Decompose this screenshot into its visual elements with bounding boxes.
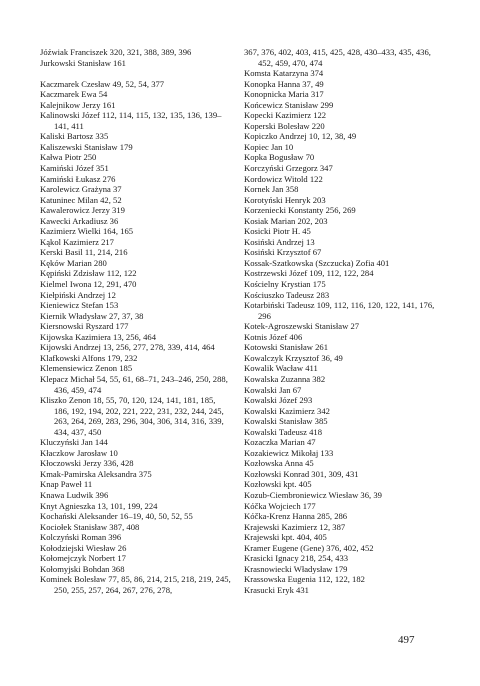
page-number: 497	[398, 634, 415, 646]
index-entry: Kiersnowski Ryszard 177	[40, 321, 129, 332]
index-entry: Kamiński Łukasz 276	[40, 173, 116, 184]
index-entry: Kozub-Ciembroniewicz Wiesław 36, 39	[244, 489, 382, 500]
index-entry: Kluczyński Jan 144	[40, 437, 108, 448]
index-entry: Kopka Bogusław 70	[244, 152, 315, 163]
index-entry: Kłaczkow Jarosław 10	[40, 447, 118, 458]
index-entry: Krajewski Kazimierz 12, 387	[244, 521, 346, 532]
index-entry: Kościuszko Tadeusz 283	[244, 289, 330, 300]
index-entry: Kosicki Piotr H. 45	[244, 226, 311, 237]
index-entry: Kłoczowski Jerzy 336, 428	[40, 458, 134, 469]
index-entry: Krajewski kpt. 404, 405	[244, 532, 327, 543]
index-column-left	[40, 47, 232, 595]
index-entry: Kramer Eugene (Gene) 376, 402, 452	[244, 542, 374, 553]
index-entry: Kóčka-Krenz Hanna 285, 286	[244, 511, 348, 522]
index-entry: Kopecki Kazimierz 122	[244, 110, 327, 121]
index-entry: Jóźwiak Franciszek 320, 321, 388, 389, 396	[40, 47, 192, 57]
index-entry: Kalinowski Józef 112, 114, 115, 132, 135, 136, 139–141, 411	[40, 110, 222, 131]
index-entry: Kerski Basil 11, 214, 216	[40, 247, 128, 258]
index-entry: Kowalski Tadeusz 418	[244, 426, 323, 437]
index-letter-gap	[40, 68, 232, 79]
index-entry: Kołomyjski Bohdan 368	[40, 563, 125, 574]
index-entry: Kiełpiński Andrzej 12	[40, 289, 116, 300]
index-entry: Katuninec Milan 42, 52	[40, 194, 122, 205]
index-entry: Kijowski Andrzej 13, 256, 277, 278, 339, 414, 464	[40, 342, 215, 353]
index-entry: Kotnis Józef 406	[244, 331, 303, 342]
index-entry: Kołodziejski Wiesław 26	[40, 542, 127, 553]
index-entry: Kozakiewicz Mikołaj 133	[244, 447, 334, 458]
index-entry: Koperski Bolesław 220	[244, 120, 325, 131]
index-entry: Kominek Bolesław 77, 85, 86, 214, 215, 218, 219, 245, 250, 255, 257, 264, 267, 276, 278,	[40, 574, 231, 595]
index-entry: Kęków Marian 280	[40, 257, 107, 268]
index-entry: Klepacz Michał 54, 55, 61, 68–71, 243–246, 250, 288, 436, 459, 474	[40, 373, 228, 395]
index-entry: Kępiński Zdzisław 112, 122	[40, 268, 137, 279]
index-entry: Krasnowiecki Władysław 179	[244, 563, 348, 574]
index-entry: Kozłowski kpt. 405	[244, 479, 312, 490]
index-entry: Kossak-Szatkowska (Szczucka) Zofia 401	[244, 257, 390, 268]
index-entry: Kozłowski Konrad 301, 309, 431	[244, 468, 359, 479]
index-entry: Kaczmarek Czesław 49, 52, 54, 377	[40, 78, 165, 89]
index-entry: Komsta Katarzyna 374	[244, 68, 324, 79]
index-entry: Kolczyński Roman 396	[40, 532, 122, 543]
index-entry: Kotarbiński Tadeusz 109, 112, 116, 120, 122, 141, 176, 296	[244, 300, 435, 321]
index-entry: Kiernik Władysław 27, 37, 38	[40, 310, 144, 321]
index-entry: Kąkol Kazimierz 217	[40, 236, 114, 247]
index-entry: Kijowska Kazimiera 13, 256, 464	[40, 331, 156, 342]
index-entry: Kozaczka Marian 47	[244, 437, 316, 448]
index-entry: Krasucki Eryk 431	[244, 584, 309, 595]
index-entry: Kołomejczyk Norbert 17	[40, 553, 126, 564]
index-entry: Kotek-Agroszewski Stanisław 27	[244, 321, 360, 332]
index-entry: Kociołek Stanisław 387, 408	[40, 521, 140, 532]
index-entry: Konopnicka Maria 317	[244, 89, 324, 100]
index-entry: Krasicki Ignacy 218, 254, 433	[244, 553, 349, 564]
index-entry: Karolewicz Grażyna 37	[40, 184, 122, 195]
index-entry: Kalejnikow Jerzy 161	[40, 99, 116, 110]
index-entry: Kawecki Arkadiusz 36	[40, 215, 119, 226]
index-entry: Kamiński Józef 351	[40, 163, 109, 174]
index-entry: Kopiec Jan 10	[244, 141, 294, 152]
index-entry: Korotyński Henryk 203	[244, 194, 326, 205]
index-entry: Kochański Aleksander 16–19, 40, 50, 52, 55	[40, 511, 193, 522]
index-entry: Kazimierz Wielki 164, 165	[40, 226, 134, 237]
index-entry: Krassowska Eugenia 112, 122, 182	[244, 574, 365, 585]
index-entry: Kosiński Krzysztof 67	[244, 247, 322, 258]
index-entry: Kowalczyk Krzysztof 36, 49	[244, 352, 343, 363]
index-entry: Kowalski Józef 293	[244, 395, 313, 406]
index-entry: Klafkowski Alfons 179, 232	[40, 352, 138, 363]
index-entry: Kliszko Zenon 18, 55, 70, 120, 124, 141, 181, 185, 186, 192, 194, 202, 221, 222, 231, 232, 244, 245, 263, 264, 269, 283, 296, 304, 306, 314, 316, 339, 434, 437, 450	[40, 395, 224, 437]
index-entry: Kielmel Iwona 12, 291, 470	[40, 279, 137, 290]
index-entry: Kostrzewski Józef 109, 112, 122, 284	[244, 268, 374, 279]
index-entry: Kosiński Andrzej 13	[244, 236, 315, 247]
index-entry: Kowalska Zuzanna 382	[244, 373, 326, 384]
index-column-right	[244, 47, 444, 595]
index-entry: 367, 376, 402, 403, 415, 425, 428, 430–433, 435, 436, 452, 459, 470, 474	[244, 47, 431, 68]
index-entry: Kieniewicz Stefan 153	[40, 300, 119, 311]
index-entry: Kawalerowicz Jerzy 319	[40, 205, 125, 216]
index-entry: Kotowski Stanisław 261	[244, 342, 329, 353]
index-entry: Klemensiewicz Zenon 185	[40, 363, 133, 374]
index-entry: Konopka Hanna 37, 49	[244, 78, 324, 89]
index-entry: Korzeniecki Konstanty 256, 269	[244, 205, 356, 216]
index-entry: Kowalski Jan 67	[244, 384, 302, 395]
index-entry: Kornek Jan 358	[244, 184, 299, 195]
index-entry: Jurkowski Stanisław 161	[40, 57, 126, 68]
index-entry: Kordowicz Witold 122	[244, 173, 323, 184]
index-entry: Kosiak Marian 202, 203	[244, 215, 328, 226]
index-entry: Kałwa Piotr 250	[40, 152, 97, 163]
index-entry: Kowalik Wacław 411	[244, 363, 318, 374]
index-entry: Końcewicz Stanisław 299	[244, 99, 334, 110]
index-entry: Kmak-Pamirska Aleksandra 375	[40, 468, 152, 479]
index-entry: Korczyński Grzegorz 347	[244, 163, 333, 174]
index-entry: Kowalski Kazimierz 342	[244, 405, 330, 416]
index-entry: Knyt Agnieszka 13, 101, 199, 224	[40, 500, 158, 511]
index-entry: Knap Paweł 11	[40, 479, 93, 490]
index-entry: Kaliski Bartosz 335	[40, 131, 109, 142]
index-entry: Kaczmarek Ewa 54	[40, 89, 108, 100]
index-entry: Kaliszewski Stanisław 179	[40, 141, 133, 152]
index-entry: Kopiczko Andrzej 10, 12, 38, 49	[244, 131, 357, 142]
index-entry: Kóčka Wojciech 177	[244, 500, 316, 511]
index-entry: Kowalski Stanisław 385	[244, 416, 328, 427]
index-entry: Kościelny Krystian 175	[244, 279, 326, 290]
index-entry: Knawa Ludwik 396	[40, 489, 109, 500]
index-entry: Kozłowska Anna 45	[244, 458, 314, 469]
